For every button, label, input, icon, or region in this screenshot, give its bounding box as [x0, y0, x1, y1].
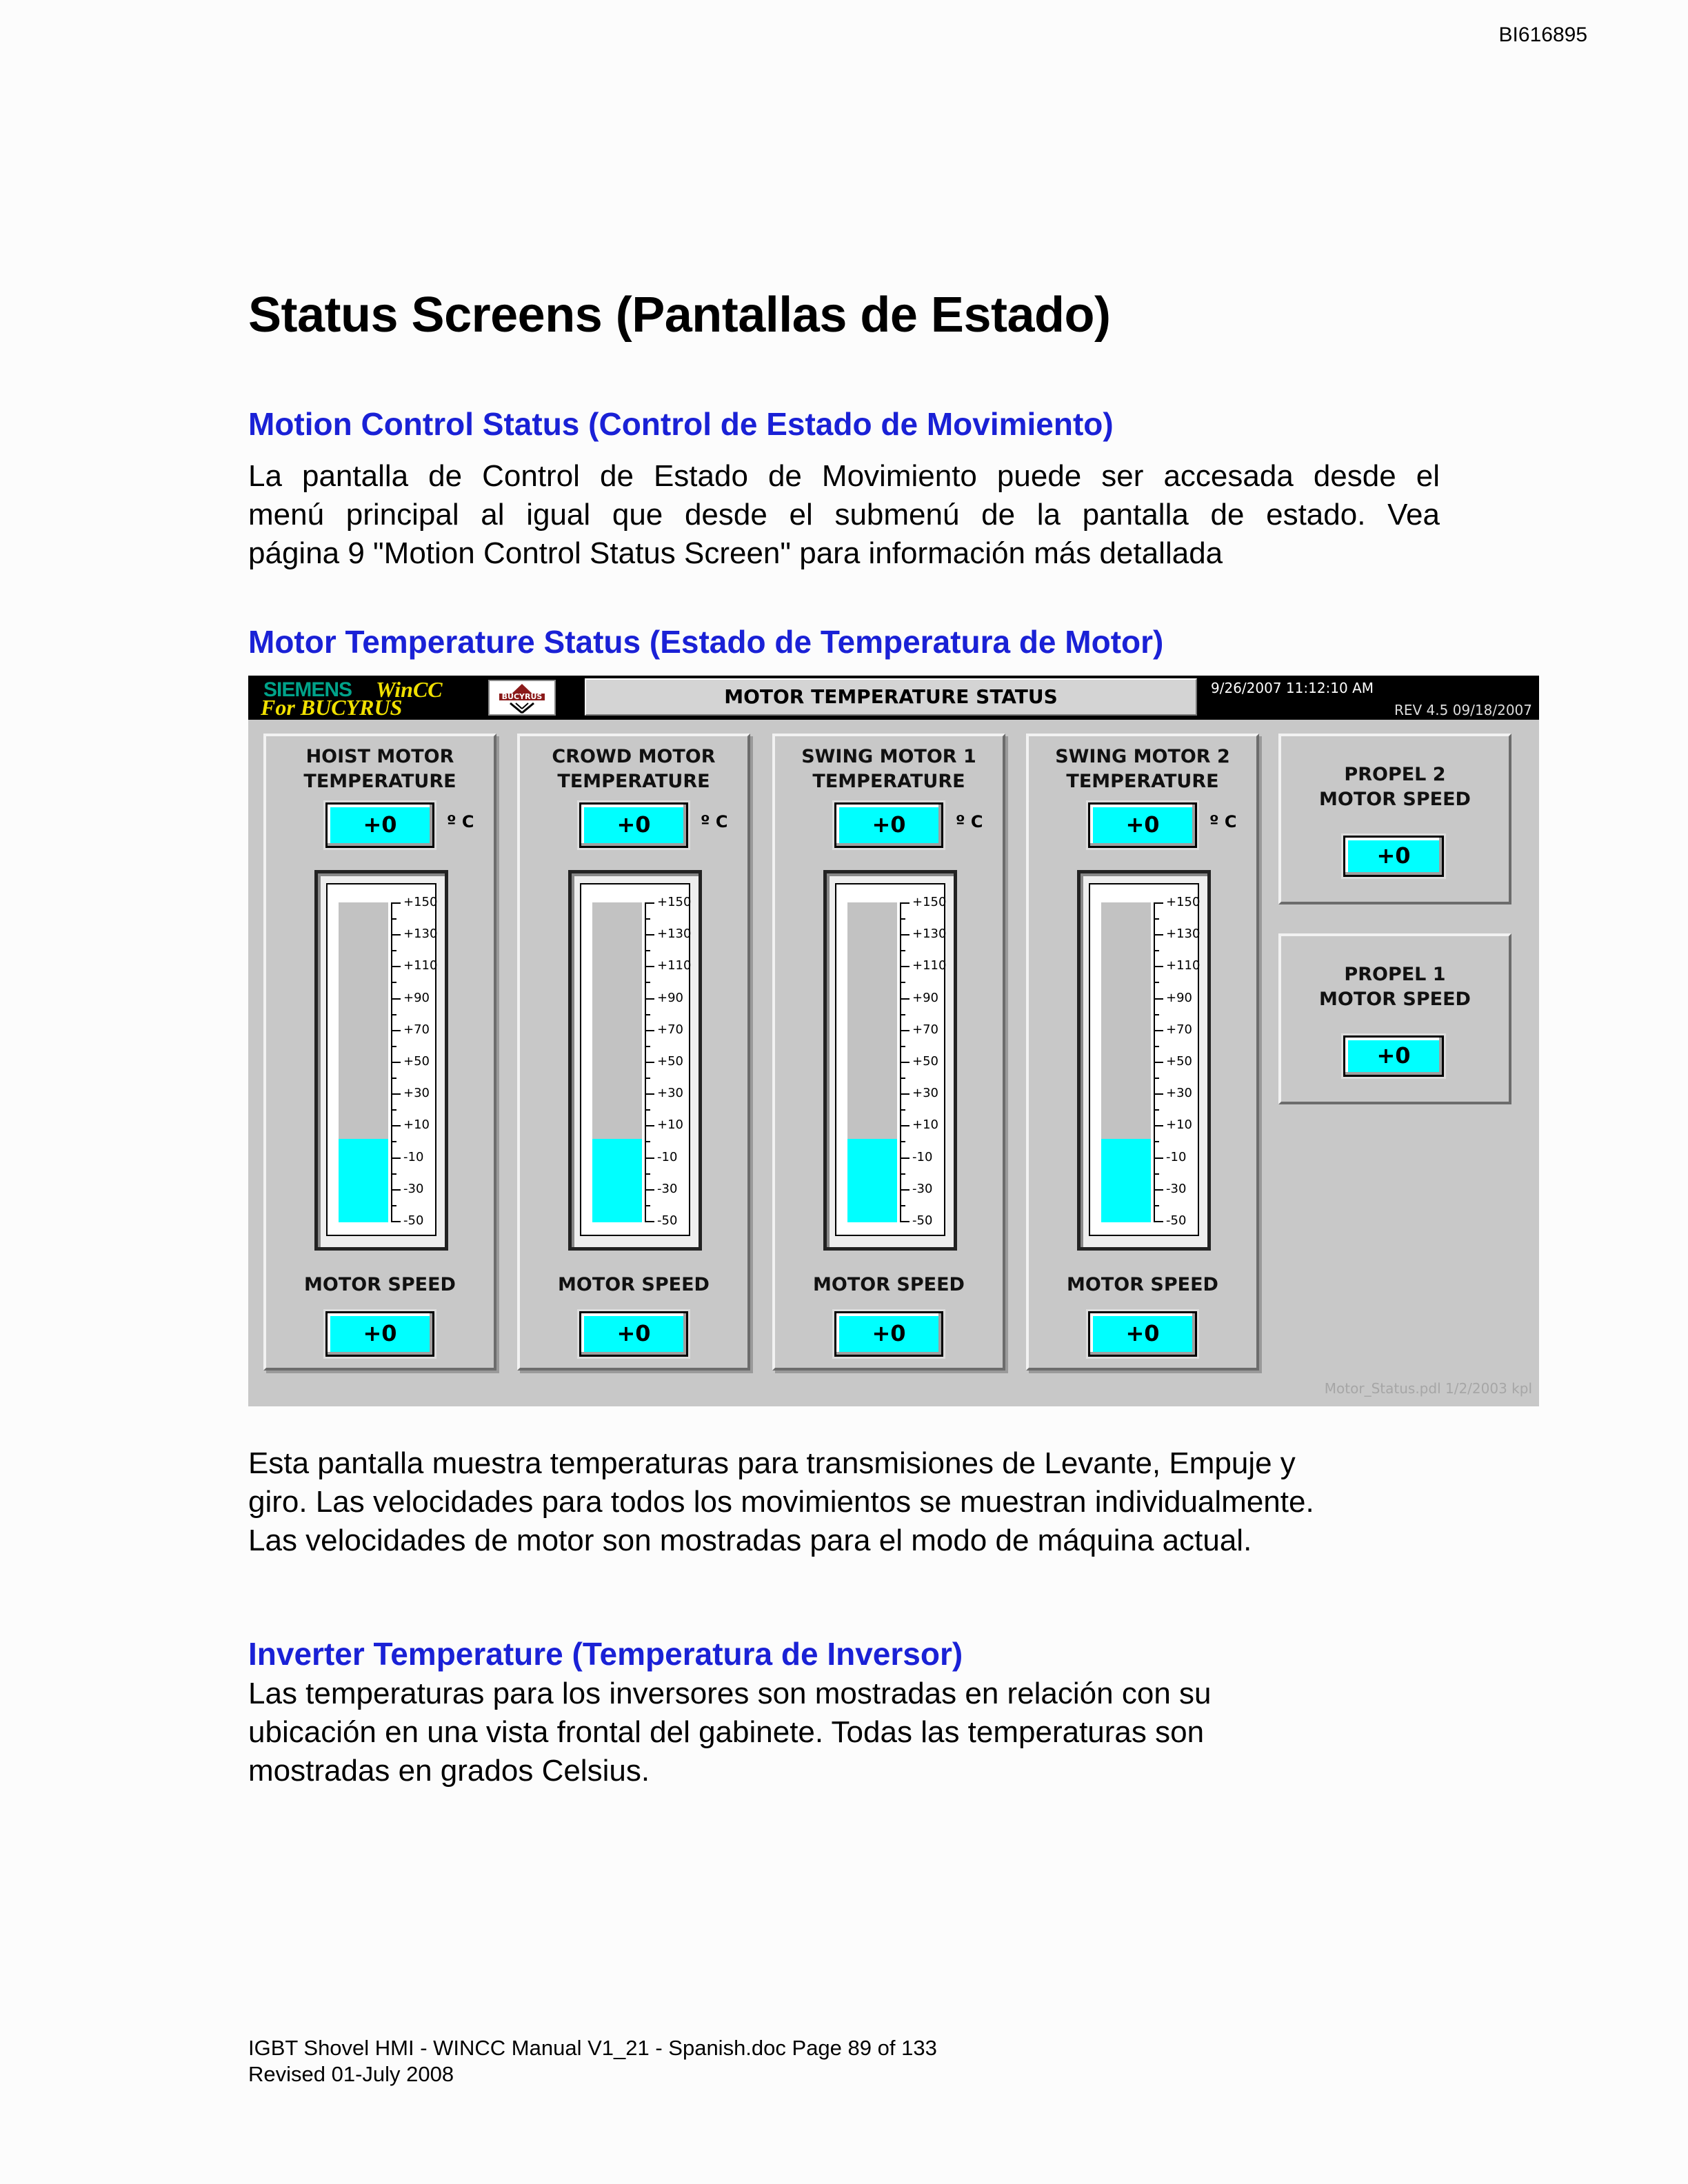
scale-major-tick — [900, 1093, 910, 1095]
scale-tick-label: -30 — [657, 1182, 678, 1196]
scale-major-tick — [391, 934, 401, 936]
scale-major-tick — [645, 998, 654, 1000]
scale-tick-label: -50 — [912, 1213, 933, 1228]
scale-minor-tick — [391, 918, 396, 920]
motor-speed-label: MOTOR SPEED — [558, 1274, 710, 1295]
gauge-scale — [900, 895, 947, 1228]
panel-title-line: SWING MOTOR 1 — [801, 746, 976, 767]
scale-tick-label: -30 — [403, 1182, 424, 1196]
gauge-track — [1101, 902, 1151, 1222]
scale-minor-tick — [645, 982, 650, 983]
scale-tick-label: -10 — [403, 1150, 424, 1164]
scale-tick-label: +150 — [1166, 895, 1200, 909]
motor-speed-label: MOTOR SPEED — [1067, 1274, 1218, 1295]
hoist-motor-panel — [263, 734, 496, 1371]
scale-major-tick — [900, 1062, 910, 1063]
swing-2-temperature-value[interactable]: +0 — [1088, 802, 1197, 848]
scale-tick-label: -30 — [1166, 1182, 1187, 1196]
scale-minor-tick — [1154, 950, 1159, 951]
scale-major-tick — [1154, 1062, 1163, 1063]
scale-minor-tick — [391, 982, 396, 983]
gauge-scale — [645, 895, 692, 1228]
scale-minor-tick — [1154, 1109, 1159, 1111]
scale-tick-label: +150 — [657, 895, 692, 909]
crowd-temperature-gauge — [568, 870, 702, 1251]
scale-tick-label: +130 — [912, 927, 947, 941]
scale-minor-tick — [645, 950, 650, 951]
panel-title-line: SWING MOTOR 2 — [1055, 746, 1230, 767]
scale-tick-label: +50 — [1166, 1054, 1192, 1069]
bucyrus-badge-icon — [488, 680, 556, 716]
propel-2-panel — [1278, 734, 1511, 904]
paragraph-line: giro. Las velocidades para todos los movimientos se muestran individualmente. — [248, 1485, 1314, 1519]
scale-major-tick — [391, 998, 401, 1000]
paragraph-motor-temperature — [248, 1444, 1314, 1560]
section-heading-inverter-temperature: Inverter Temperature (Temperatura de Inversor) — [248, 1636, 963, 1672]
scale-tick-label: -10 — [657, 1150, 678, 1164]
scale-major-tick — [900, 1157, 910, 1159]
scale-tick-label: +130 — [403, 927, 438, 941]
scale-minor-tick — [1154, 1014, 1159, 1015]
scale-minor-tick — [1154, 982, 1159, 983]
panel-title-line: CROWD MOTOR — [552, 746, 716, 767]
celsius-unit: º C — [447, 812, 474, 831]
gauge-fill — [339, 1139, 388, 1222]
hmi-screen-file-label: Motor_Status.pdl 1/2/2003 kpl — [1324, 1380, 1532, 1397]
scale-major-tick — [391, 966, 401, 967]
swing-2-temperature-gauge — [1077, 870, 1211, 1251]
panel-title-line: TEMPERATURE — [557, 771, 710, 792]
scale-minor-tick — [645, 1173, 650, 1175]
gauge-fill — [592, 1139, 642, 1222]
celsius-unit: º C — [701, 812, 728, 831]
gauge-track — [339, 902, 388, 1222]
scale-minor-tick — [645, 1109, 650, 1111]
footer-line: Revised 01-July 2008 — [248, 2062, 454, 2086]
scale-major-tick — [645, 1189, 654, 1191]
scale-minor-tick — [1154, 1205, 1159, 1206]
paragraph-line: ubicación en una vista frontal del gabinete. Todas las temperaturas son — [248, 1715, 1205, 1749]
scale-tick-label: -50 — [403, 1213, 424, 1228]
scale-major-tick — [1154, 1093, 1163, 1095]
scale-minor-tick — [391, 1205, 396, 1206]
scale-major-tick — [391, 1189, 401, 1191]
hoist-motor-speed-value[interactable]: +0 — [325, 1311, 434, 1357]
scale-major-tick — [900, 934, 910, 936]
scale-major-tick — [900, 1189, 910, 1191]
scale-tick-label: +30 — [1166, 1086, 1192, 1100]
scale-major-tick — [900, 966, 910, 967]
paragraph-motion-control — [248, 457, 1440, 573]
page-title: Status Screens (Pantallas de Estado) — [248, 287, 1111, 343]
scale-major-tick — [645, 1093, 654, 1095]
scale-minor-tick — [645, 1141, 650, 1142]
panel-title-line: PROPEL 1 — [1344, 964, 1446, 985]
scale-major-tick — [1154, 966, 1163, 967]
scale-tick-label: +110 — [657, 958, 692, 973]
scale-minor-tick — [900, 1205, 905, 1206]
swing-1-motor-speed-value[interactable]: +0 — [834, 1311, 943, 1357]
scale-tick-label: +70 — [403, 1022, 430, 1037]
scale-tick-label: +70 — [912, 1022, 938, 1037]
section-heading-motor-temperature: Motor Temperature Status (Estado de Temperatura de Motor) — [248, 624, 1164, 660]
scale-tick-label: +30 — [403, 1086, 430, 1100]
scale-major-tick — [645, 1062, 654, 1063]
scale-major-tick — [1154, 1157, 1163, 1159]
crowd-motor-panel — [517, 734, 750, 1371]
swing-2-motor-speed-value[interactable]: +0 — [1088, 1311, 1197, 1357]
scale-minor-tick — [391, 1046, 396, 1047]
celsius-unit: º C — [1209, 812, 1237, 831]
swing-1-temperature-value[interactable]: +0 — [834, 802, 943, 848]
scale-major-tick — [1154, 1030, 1163, 1031]
scale-tick-label: +110 — [912, 958, 947, 973]
propel-1-panel — [1278, 933, 1511, 1104]
scale-minor-tick — [900, 950, 905, 951]
scale-major-tick — [900, 998, 910, 1000]
gauge-track — [592, 902, 642, 1222]
scale-major-tick — [391, 1030, 401, 1031]
siemens-logo: SIEMENS — [263, 678, 352, 701]
svg-text:BUCYRUS: BUCYRUS — [501, 692, 543, 701]
panel-title-line: PROPEL 2 — [1344, 764, 1446, 785]
scale-minor-tick — [900, 918, 905, 920]
scale-tick-label: +90 — [403, 991, 430, 1005]
scale-tick-label: +110 — [1166, 958, 1200, 973]
scale-minor-tick — [645, 1078, 650, 1079]
paragraph-line: menú principal al igual que desde el submenú de la pantalla de estado. Vea — [248, 498, 1440, 532]
paragraph-inverter-temperature — [248, 1675, 1211, 1790]
scale-minor-tick — [645, 918, 650, 920]
hmi-top-bar — [248, 676, 1539, 720]
scale-minor-tick — [391, 1141, 396, 1142]
paragraph-line: La pantalla de Control de Estado de Movimiento puede ser accesada desde el — [248, 459, 1440, 493]
scale-major-tick — [1154, 934, 1163, 936]
scale-minor-tick — [645, 1205, 650, 1206]
scale-major-tick — [1154, 998, 1163, 1000]
scale-tick-label: +10 — [912, 1118, 938, 1132]
scale-major-tick — [900, 1125, 910, 1126]
gauge-fill — [1101, 1139, 1151, 1222]
scale-minor-tick — [1154, 1173, 1159, 1175]
propel-2-speed-value[interactable]: +0 — [1343, 836, 1444, 877]
scale-minor-tick — [391, 1014, 396, 1015]
scale-minor-tick — [900, 1046, 905, 1047]
celsius-unit: º C — [956, 812, 983, 831]
scale-major-tick — [1154, 1221, 1163, 1222]
paragraph-line: Las velocidades de motor son mostradas para el modo de máquina actual. — [248, 1524, 1252, 1557]
scale-tick-label: -50 — [1166, 1213, 1187, 1228]
scale-major-tick — [645, 966, 654, 967]
gauge-scale — [391, 895, 438, 1228]
crowd-temperature-value[interactable]: +0 — [579, 802, 688, 848]
scale-minor-tick — [1154, 1046, 1159, 1047]
propel-1-speed-value[interactable]: +0 — [1343, 1035, 1444, 1077]
scale-minor-tick — [900, 1078, 905, 1079]
panel-title-line: TEMPERATURE — [812, 771, 965, 792]
scale-minor-tick — [1154, 918, 1159, 920]
wincc-logo: WinCC — [376, 677, 443, 702]
scale-tick-label: +10 — [1166, 1118, 1192, 1132]
scale-tick-label: +70 — [657, 1022, 683, 1037]
scale-major-tick — [391, 1221, 401, 1222]
scale-tick-label: +130 — [1166, 927, 1200, 941]
scale-minor-tick — [391, 1173, 396, 1175]
scale-major-tick — [1154, 1189, 1163, 1191]
scale-minor-tick — [1154, 1078, 1159, 1079]
scale-major-tick — [391, 1093, 401, 1095]
scale-major-tick — [900, 1030, 910, 1031]
page-footer — [248, 2035, 937, 2087]
paragraph-line: Las temperaturas para los inversores son mostradas en relación con su — [248, 1677, 1212, 1710]
hmi-datetime: 9/26/2007 11:12:10 AM — [1211, 680, 1374, 696]
scale-minor-tick — [391, 1078, 396, 1079]
scale-tick-label: -10 — [1166, 1150, 1187, 1164]
scale-major-tick — [645, 1030, 654, 1031]
swing-1-motor-panel — [772, 734, 1005, 1371]
screen-title: MOTOR TEMPERATURE STATUS — [585, 678, 1197, 716]
scale-major-tick — [1154, 1125, 1163, 1126]
scale-minor-tick — [900, 1141, 905, 1142]
scale-major-tick — [645, 1221, 654, 1222]
scale-tick-label: -50 — [657, 1213, 678, 1228]
scale-minor-tick — [391, 1109, 396, 1111]
scale-major-tick — [391, 902, 401, 904]
hmi-screenshot — [248, 676, 1539, 1406]
scale-major-tick — [645, 1157, 654, 1159]
scale-tick-label: +130 — [657, 927, 692, 941]
scale-tick-label: -10 — [912, 1150, 933, 1164]
scale-major-tick — [391, 1125, 401, 1126]
scale-minor-tick — [1154, 1141, 1159, 1142]
scale-tick-label: +90 — [912, 991, 938, 1005]
panel-title-line: TEMPERATURE — [1066, 771, 1219, 792]
swing-1-temperature-gauge — [823, 870, 957, 1251]
bucyrus-logo-text: For BUCYRUS — [261, 695, 403, 720]
gauge-scale — [1154, 895, 1200, 1228]
scale-minor-tick — [645, 1014, 650, 1015]
motor-speed-label: MOTOR SPEED — [304, 1274, 456, 1295]
scale-major-tick — [645, 1125, 654, 1126]
swing-2-motor-panel — [1026, 734, 1259, 1371]
motor-speed-label: MOTOR SPEED — [813, 1274, 965, 1295]
scale-tick-label: +10 — [403, 1118, 430, 1132]
document-id: BI616895 — [1498, 23, 1587, 46]
scale-tick-label: +50 — [912, 1054, 938, 1069]
scale-major-tick — [645, 902, 654, 904]
scale-minor-tick — [900, 1109, 905, 1111]
panel-title-line: MOTOR SPEED — [1319, 789, 1471, 810]
paragraph-line: Esta pantalla muestra temperaturas para transmisiones de Levante, Empuje y — [248, 1446, 1296, 1480]
scale-tick-label: +150 — [912, 895, 947, 909]
scale-major-tick — [900, 902, 910, 904]
scale-minor-tick — [900, 1173, 905, 1175]
hoist-temperature-value[interactable]: +0 — [325, 802, 434, 848]
panel-title-line: TEMPERATURE — [303, 771, 456, 792]
scale-tick-label: +10 — [657, 1118, 683, 1132]
scale-tick-label: +50 — [403, 1054, 430, 1069]
scale-major-tick — [645, 934, 654, 936]
scale-tick-label: +30 — [657, 1086, 683, 1100]
scale-tick-label: +70 — [1166, 1022, 1192, 1037]
scale-tick-label: +110 — [403, 958, 438, 973]
scale-tick-label: +50 — [657, 1054, 683, 1069]
scale-tick-label: -30 — [912, 1182, 933, 1196]
gauge-track — [847, 902, 897, 1222]
paragraph-line: mostradas en grados Celsius. — [248, 1754, 650, 1788]
scale-minor-tick — [391, 950, 396, 951]
scale-minor-tick — [900, 1014, 905, 1015]
scale-tick-label: +90 — [1166, 991, 1192, 1005]
hmi-revision: REV 4.5 09/18/2007 — [1394, 702, 1532, 718]
scale-major-tick — [900, 1221, 910, 1222]
paragraph-line: página 9 "Motion Control Status Screen" para información más detallada — [248, 536, 1223, 570]
scale-tick-label: +150 — [403, 895, 438, 909]
hoist-temperature-gauge — [314, 870, 448, 1251]
scale-tick-label: +30 — [912, 1086, 938, 1100]
scale-minor-tick — [645, 1046, 650, 1047]
scale-minor-tick — [900, 982, 905, 983]
section-heading-motion-control: Motion Control Status (Control de Estado de Movimiento) — [248, 406, 1114, 442]
footer-line: IGBT Shovel HMI - WINCC Manual V1_21 - Spanish.doc Page 89 of 133 — [248, 2036, 937, 2060]
scale-major-tick — [391, 1157, 401, 1159]
scale-major-tick — [1154, 902, 1163, 904]
scale-tick-label: +90 — [657, 991, 683, 1005]
panel-title-line: HOIST MOTOR — [305, 746, 454, 767]
scale-major-tick — [391, 1062, 401, 1063]
panel-title-line: MOTOR SPEED — [1319, 989, 1471, 1010]
crowd-motor-speed-value[interactable]: +0 — [579, 1311, 688, 1357]
gauge-fill — [847, 1139, 897, 1222]
